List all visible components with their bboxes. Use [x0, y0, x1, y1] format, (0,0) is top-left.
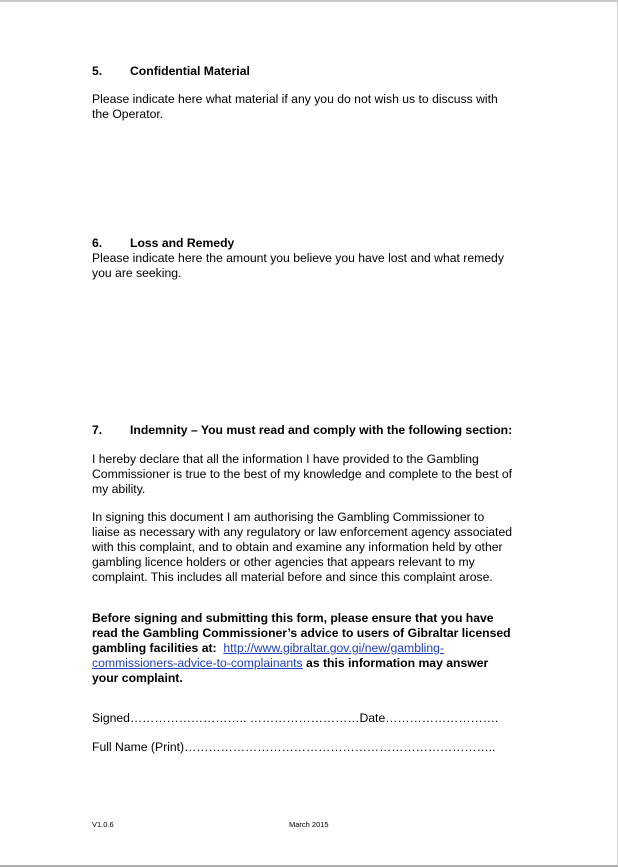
footer-date: March 2015	[289, 820, 329, 829]
authorisation-line-1: In signing this document I am authorising the Gambling Commissioner to	[92, 510, 485, 524]
section-5-heading	[92, 64, 250, 78]
section-7-heading	[92, 423, 512, 437]
notice-line-3	[92, 641, 532, 656]
declaration-paragraph	[92, 452, 532, 497]
section-5-instructions	[92, 92, 532, 122]
section-6-instructions	[92, 251, 532, 281]
section-6-line-2: you are seeking.	[92, 266, 182, 280]
section-6-line-1: Please indicate here the amount you believe you have lost and what remedy	[92, 251, 504, 265]
advice-notice	[92, 611, 532, 686]
notice-line-5: your complaint.	[92, 671, 183, 685]
authorisation-line-3: with this complaint, and to obtain and examine any information held by other	[92, 540, 503, 554]
declaration-line-1: I hereby declare that all the information I have provided to the Gambling	[92, 452, 479, 466]
notice-line-4-suffix: as this information may answer	[302, 656, 489, 670]
notice-line-2: read the Gambling Commissioner’s advice to users of Gibraltar licensed	[92, 626, 511, 640]
authorisation-line-5: complaint. This includes all material before and since this complaint arose.	[92, 570, 493, 584]
section-7-title: Indemnity – You must read and comply with the following section:	[130, 423, 513, 437]
notice-line-4	[92, 656, 532, 671]
section-5-line-1: Please indicate here what material if any you do not wish us to discuss with	[92, 92, 498, 106]
section-5-title: Confidential Material	[130, 64, 250, 78]
section-6-title: Loss and Remedy	[130, 236, 235, 250]
notice-line-1: Before signing and submitting this form, please ensure that you have	[92, 611, 494, 625]
section-5-line-2: the Operator.	[92, 107, 164, 121]
authorisation-line-2: liaise as necessary with any regulatory or law enforcement agency associated	[92, 525, 513, 539]
signed-date-line: Signed……………………….. ………………………Date……………………….	[92, 711, 499, 725]
top-divider	[0, 0, 618, 2]
authorisation-paragraph	[92, 510, 532, 585]
full-name-line: Full Name (Print)…………………………………………………………………..	[92, 740, 496, 754]
section-6-number: 6.	[92, 236, 103, 250]
declaration-line-2: Commissioner is true to the best of my knowledge and complete to the best of	[92, 467, 513, 481]
footer-version: V1.0.6	[92, 820, 114, 829]
section-6-heading	[92, 236, 234, 250]
notice-line-3-prefix: gambling facilities at:	[92, 641, 217, 655]
section-5-number: 5.	[92, 64, 103, 78]
declaration-line-3: my ability.	[92, 482, 146, 496]
advice-link-part-1[interactable]: http://www.gibraltar.gov.gi/new/gambling-	[223, 641, 445, 655]
section-7-number: 7.	[92, 423, 103, 437]
authorisation-line-4: gambling licence holders or other agencies that appears relevant to my	[92, 555, 475, 569]
advice-link-part-2[interactable]: commissioners-advice-to-complainants	[92, 656, 303, 670]
